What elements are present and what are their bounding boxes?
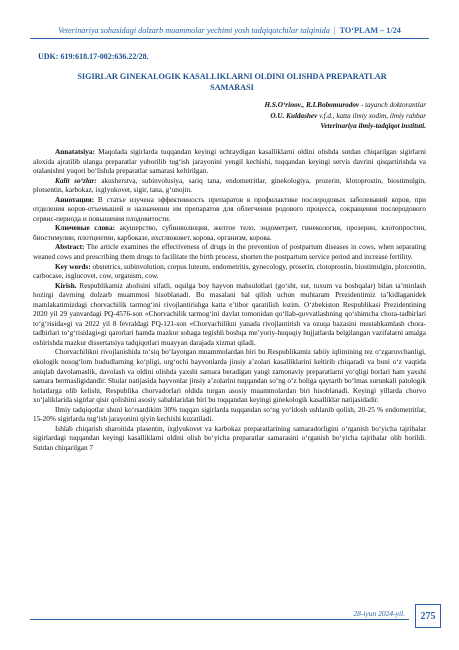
paragraph-text: Chorvachilikni rivojlanishida to‘siq bo‘layotgan muammolardan biri bu Respublikamiz tabiiy iqlimining tez o‘zgaruvchanligi, ekologik nosog‘lom hududlarning ko‘pligi, urg‘ochi hayvonlarda jinsiy a’zolari kasalliklarini keltirib chiqaradi va buni o‘z vaqtida aniqlab davolamaslik, davolash va oldini olishda yaxshi samara beradigan yangi zamonaviy preparatlarni yo‘qligi borlari ham yaxshi samara bermasligidandir. Shular natijasida hayvonlar jinsiy a’zolarini tuqqandan so‘ng o‘z holiga qaytarib bo‘lmas surunkali patologik holatlarga olib kelishi, Respublika chorvadorlari oldida turgan asosiy muammolardan biri hisoblanadi. Keyingi yillarda chorvo xo‘jaliklarida sigirlar qisir qolishini asosiy sabablaridan biri bu tuqqandan keyingi ginekologik kasalliklar natijasidadir. xyxy=(33,348,426,405)
paragraph xyxy=(33,243,426,262)
page-number: 275 xyxy=(415,604,441,628)
paragraph xyxy=(33,177,426,196)
paragraph-label: Abstract: xyxy=(55,243,85,252)
paragraph-text: Ilmiy tadqiqotlar shuni ko‘rsatdikim 30% tuqqan sigirlarda tuqqandan so‘ng yo‘ldosh ushlanib qolish, 20-25 % endometritlar, 15-20% sigirlarda tug‘ish jarayonini qiyin kechishi kuzatiladi. xyxy=(33,405,426,424)
paragraph-text: obstetrics, subinvolution, corpus luteum, endometritis, gynecology, proserin, clotoprostin, biostimulgin, plotcentin, carbocase, ixglucovet, cow, organism, cow. xyxy=(33,262,426,281)
collection-number: TO‘PLAM – 1/24 xyxy=(339,26,401,35)
author-names-2: O.U. Kuldashev xyxy=(270,111,318,120)
author-affiliation: Veterinariya ilmiy-tadqiqot instituti. xyxy=(320,122,426,130)
paragraph-text: The article examines the effectiveness of drugs in the prevention of postpartum diseases in cows, when separating weaned cows and prescribing them drugs to facilitate the birth process, shorten the postpartum service period and increase fertility. xyxy=(33,243,426,262)
publication-date: 28-iyun 2024-yil. xyxy=(353,609,405,618)
author-role-2: v.f.d., katta ilmiy xodim, ilmiy rahbar xyxy=(317,111,426,120)
footer-rule xyxy=(30,619,409,620)
article-body xyxy=(33,148,426,454)
paragraph xyxy=(33,196,426,225)
paragraph-text: Maqolada sigirlarda tuqqandan keyingi uchraydigan kasalliklarni oldini olishda sutdan chiqarilgan sigirlarni aloxida ajratilib ulanga preparatlar yuborilib tug‘ish jarayonini yengil kechishi, tuqqandan keyingi servis davrini qisqartirishda va otalanishni yuqori bo‘lishda preparatlar samarasi keltirilgan. xyxy=(33,148,426,176)
paragraph xyxy=(33,148,426,177)
paragraph-label: Kirish. xyxy=(55,281,77,290)
paragraph xyxy=(33,224,426,243)
udk-code: UDK: 619:618.17-002:636.22/28. xyxy=(38,52,149,61)
paragraph xyxy=(33,425,426,454)
paragraph-label: Annatatsiya: xyxy=(55,148,95,156)
paragraph xyxy=(33,406,426,425)
author-line-2 xyxy=(126,111,426,122)
header-separator: | xyxy=(333,26,336,35)
running-header xyxy=(30,26,429,39)
journal-title: Veterinariya sohasidagi dolzarb muammolar yechimi yosh tadqiqotchilar talqinida xyxy=(58,26,330,35)
authors-block xyxy=(126,100,426,132)
paragraph xyxy=(33,282,426,349)
paragraph-label: Аннотация: xyxy=(55,195,95,204)
paragraph xyxy=(33,263,426,282)
paragraph-label: Ключевые слова: xyxy=(55,224,115,233)
paragraph-label: Key words: xyxy=(55,262,91,271)
paragraph xyxy=(33,348,426,405)
article-title: SIGIRLAR GINEKALOGIK KASALLIKLARNI OLDINI OLISHDA PREPARATLAR SAMARASI xyxy=(77,72,387,92)
paragraph-label: Kalit so‘zlar: xyxy=(55,176,97,185)
paragraph-text: акушерство, субинволюция, желтое тело, эндометрит, гинекология, прозерин, клотопростин, биостимулин, плотцентин, карбоказе, ихсглюковет, корова, организм, корова. xyxy=(33,224,427,242)
author-line-1 xyxy=(126,100,426,111)
author-role-1: - tayanch doktorantlar xyxy=(359,101,426,109)
paragraph-text: В статье изучена эффективность препаратов в профилактике послеродовых заболеваний коров, при отделения коров-отъемышей и назначении им препаратов для облегчения родового процесса, сокращения послеродового сервис-периода и повышения плодовитости. xyxy=(33,195,426,223)
paragraph-text: akusherstva, subinvolusiya, sariq tana, endometritlar, ginekologiya, prozerin, klotoprostin, biostimulgin, plotsentin, karbokaz, ixglyukovet, sigir, tana, g‘unojin. xyxy=(33,176,426,195)
paragraph-text: Ishlab chiqarish sharoitida plasentin, ixglyukovet va karbokaz preparatlarining samaradorligini o‘rganish bo‘yicha tajribalar sigirlardagi tuqqandan keyingi kasalliklarni oldini olish bo‘yicha preparatlar samarasini o‘rganish bo‘yicha tajribalar olib borildi. Sutdan chiqarilgan 7 xyxy=(33,424,426,452)
paragraph-text: Respublikamiz aholisini sifatli, oqsilga boy hayvon mahsulotlari (go‘sht, sut, tuxum va boshqalar) bilan ta’minlash hozirgi davrning dolzarb muammosi hisoblanadi. Bu masalani hal qilish uchun muhtaram Prezidentimiz ta’kidlaganidek mamlakatimizdagi chorvachilik tarmog‘ini rivojlantirishga katta e’tibor qaratilish lozim. O‘zbekiston Respublikasi Prezidentining 2020 yil 29 yanvardagi PQ-4576-son «Chorvachilik tarmog‘ini davlat tomonidan qo‘llab-quvvatlashning qo‘shimcha chora-tadbirlari to‘g‘risida»gi va 2022 yil 8 fevraldagi PQ-121-son «Chorvachilikni yanada rivojlantirish va ozuqa bazasini mustahkamlash chora-tadbirlari to‘g‘risidagi»gi qarorlari hamda mazkur sohaga tegishli boshqa me’yoriy-huquqiy hujjatlarda belgilangan vazifalarni amalga oshirishda mazkur dissertatsiya tadqiqotlari muayyan darajada xizmat qiladi. xyxy=(33,281,426,347)
author-names-1: H.S.O‘rinov., R.I.Bobomurodov xyxy=(264,101,360,109)
